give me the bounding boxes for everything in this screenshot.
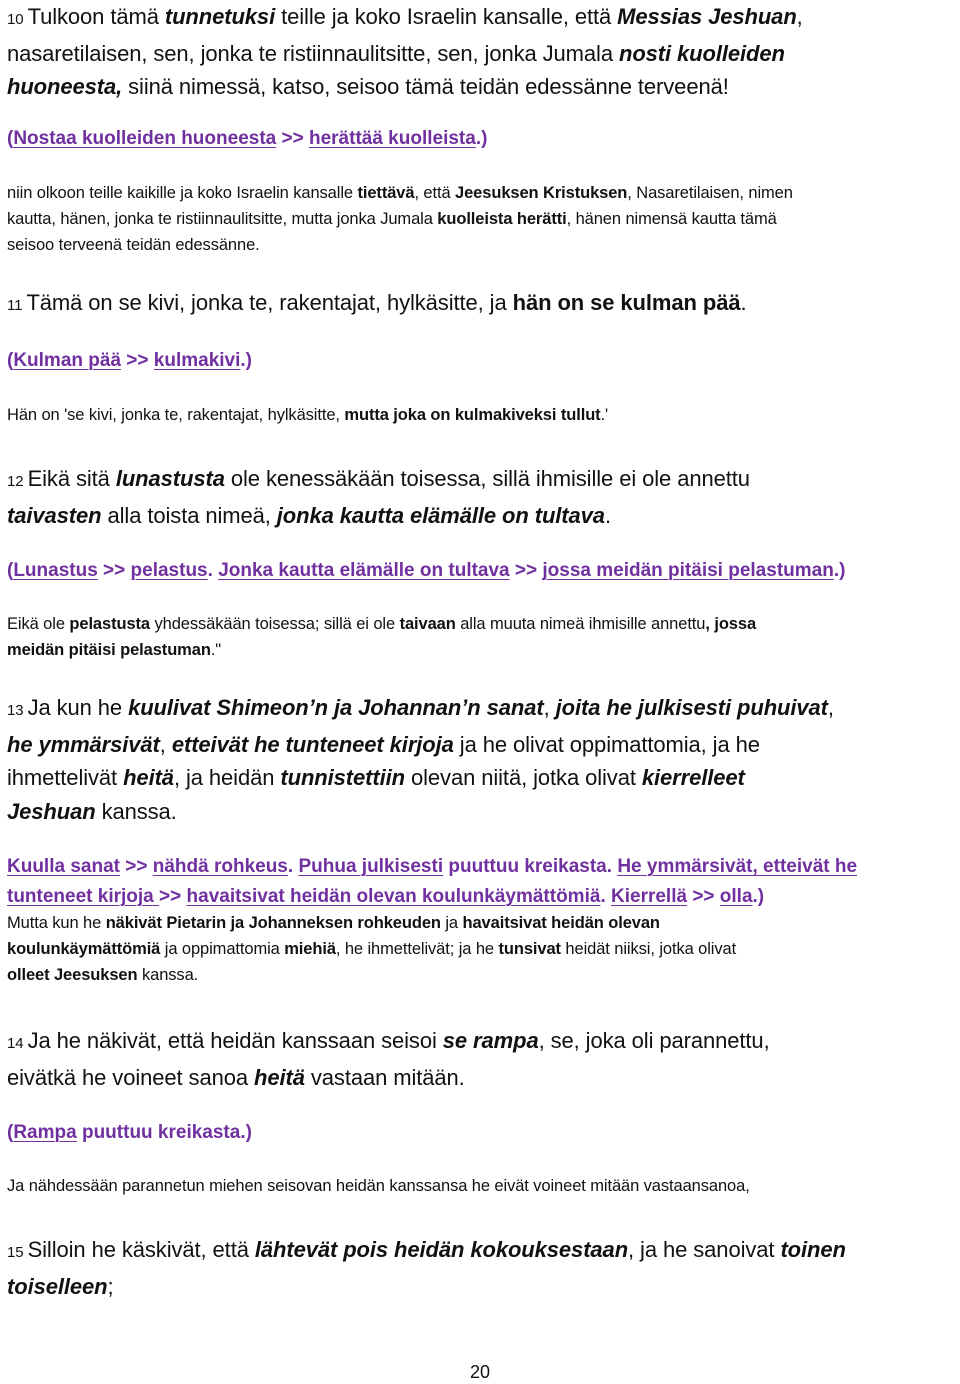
text-run: . [207,560,219,581]
text-run: yhdessäkään toisessa; sillä ei ole [150,615,400,633]
text-line [7,691,834,728]
text-run: alla muuta nimeä ihmisille annettu [455,615,706,633]
text-run: puuttuu kreikasta. [443,856,618,877]
text-run: miehiä [284,940,336,958]
text-run: ole kenessäkään toisessa, sillä ihmisille ei ole annettu [224,466,750,491]
text-line [7,611,756,637]
text-line [7,37,803,71]
text-run: siinä nimessä, katso, seisoo tämä teidän edessänne terveenä! [122,74,729,99]
text-run: kierrelleet [641,765,745,790]
text-run: lähtevät pois heidän kokouksestaan [254,1237,629,1262]
paraphrase-paragraph [7,1173,750,1199]
text-run: , että [414,184,456,202]
text-run: koulunkäymättömiä [7,940,161,958]
text-run: Tulkoon tämä [27,4,165,29]
text-run: .) [240,350,252,371]
text-run: >> [97,560,131,581]
text-line [7,462,750,499]
text-run: kulmakivi [153,350,241,371]
text-run: teille ja koko Israelin kansalle, että [275,4,618,29]
text-run: >> [509,560,543,581]
text-line [7,1270,846,1304]
text-run: se rampa [442,1028,539,1053]
text-run: heitä [123,765,174,790]
text-line [7,286,746,323]
text-run: ihmettelivät [7,765,124,790]
text-run: ja [440,914,463,932]
text-run: seisoo terveenä teidän edessänne. [7,236,260,254]
text-run: tunteneet kirjoja [7,886,160,907]
text-run: , ja heidän [173,765,281,790]
text-run: .' [600,406,609,424]
verse-number: 15 [7,1244,28,1261]
text-line [7,0,803,37]
text-run: lunastusta [115,466,225,491]
text-run: Rampa [13,1122,77,1143]
text-run: . [600,886,611,907]
text-run: Messias Jeshuan [617,4,797,29]
text-line [7,637,756,663]
text-run: taivasten [7,502,102,528]
verse-paragraph [7,691,834,828]
text-run: herättää kuolleista [308,128,476,149]
text-run: olleet Jeesuksen [7,966,138,984]
page-number: 20 [469,1362,491,1382]
text-run: eivätkä he voineet sanoa [7,1064,255,1090]
text-run: >> [121,350,154,371]
text-line [7,761,834,795]
text-run: ( [7,350,14,371]
text-line [7,556,845,586]
text-run: >> [119,856,153,877]
text-run: , [796,4,803,29]
translation-note [7,1118,252,1148]
translation-note [7,556,845,586]
text-run: , se, joka oli parannettu, [538,1028,770,1053]
text-run: . [287,856,299,877]
text-line [7,232,793,258]
verse-paragraph [7,286,746,323]
text-run: , [827,695,834,720]
text-run: , Nasaretilaisen, nimen [627,184,793,202]
text-run: kuulivat Shimeon’n ja Johannan’n sanat [128,695,544,720]
text-run: kanssa. [137,966,199,984]
text-run: Tämä on se kivi, jonka te, rakentajat, hylkäsitte, ja [26,290,513,315]
verse-number: 13 [7,702,28,719]
text-run: tiettävä [357,184,415,202]
text-run: .) [833,560,846,581]
text-run: ( [7,1122,14,1143]
verse-paragraph [7,462,750,532]
text-run: heitä [254,1064,305,1090]
text-run: Hän on 'se kivi, jonka te, rakentajat, hylkäsitte, [7,406,345,424]
text-run: olla [719,886,753,907]
translation-note [7,124,487,154]
text-run: näkivät Pietarin ja Johanneksen rohkeuden [105,914,441,932]
text-run: etteivät he tunteneet kirjoja [171,731,454,757]
text-run: , jossa [705,615,757,633]
text-line [7,1024,770,1061]
text-run: , hänen nimensä kautta tämä [566,210,777,228]
text-line [7,206,793,232]
text-run: . [740,290,747,315]
text-run: tunnetuksi [164,4,276,29]
text-run: Jonka kautta elämälle on tultava [218,560,510,581]
text-run: pelastus [130,560,208,581]
text-run: kuolleista herätti [437,210,567,228]
text-run: He ymmärsivät, etteivät he [617,856,858,877]
text-run: Jeesuksen Kristuksen [455,184,628,202]
text-run: >> [276,128,309,149]
text-line [7,936,736,962]
text-run: Ja nähdessään parannetun miehen seisovan heidän kanssansa he eivät voineet mitään vastaansanoa, [7,1177,750,1195]
text-run: pelastusta [69,615,151,633]
text-run: tunnistettiin [280,765,405,790]
text-run: jossa meidän pitäisi pelastuman [542,560,834,581]
text-run: nosti kuolleiden [618,40,785,66]
text-run: ( [7,560,14,581]
text-run: vastaan mitään. [304,1064,465,1090]
text-run: kautta, hänen, jonka te ristiinnaulitsitte, mutta jonka Jumala [7,210,438,228]
text-run: ; [107,1273,114,1299]
text-run: puuttuu kreikasta.) [76,1122,252,1143]
verse-number: 10 [7,11,28,28]
text-run: nasaretilaisen, sen, jonka te ristiinnaulitsitte, sen, jonka Jumala [7,40,619,66]
text-line [7,1173,750,1199]
text-run: Puhua julkisesti [298,856,444,877]
text-run: havaitsivat heidän olevan koulunkäymättömiä [186,886,601,907]
text-run: toinen [780,1237,846,1262]
text-run: taivaan [399,615,456,633]
text-line [7,795,834,829]
text-run: . [604,502,611,528]
text-run: , he ihmettelivät; ja he [335,940,499,958]
text-run: >> [159,886,187,907]
text-run: Eikä sitä [27,466,116,491]
text-run: .) [752,886,765,907]
text-run: tunsivat [498,940,561,958]
text-run: alla toista nimeä, [101,502,277,528]
text-run: mutta joka on kulmakiveksi tullut [344,406,601,424]
translation-note [7,852,857,912]
text-run: ja oppimattomia [160,940,285,958]
text-run: heidät niiksi, jotka olivat [560,940,737,958]
paraphrase-paragraph [7,910,736,988]
paraphrase-paragraph [7,180,793,258]
verse-number: 11 [7,297,27,314]
text-run: havaitsivat heidän olevan [462,914,660,932]
text-run: .) [475,128,488,149]
text-run: he ymmärsivät [7,731,160,757]
paraphrase-paragraph [7,402,608,428]
verse-paragraph [7,1233,846,1303]
text-run: Kulman pää [13,350,122,371]
text-run: Nostaa kuolleiden huoneesta [13,128,277,149]
text-run: meidän pitäisi pelastuman [7,641,211,659]
text-line [7,402,608,428]
text-line [7,180,793,206]
text-run: nähdä rohkeus [152,856,288,877]
text-run: niin olkoon teille kaikille ja koko Israelin kansalle [7,184,358,202]
text-line [7,852,857,882]
text-run: Silloin he käskivät, että [27,1237,255,1262]
text-line [7,910,736,936]
text-run: Mutta kun he [7,914,106,932]
text-run: , ja he sanoivat [628,1237,781,1262]
text-run: >> [687,886,720,907]
verse-number: 14 [7,1035,28,1052]
text-run: Ja kun he [27,695,129,720]
text-line [7,962,736,988]
text-line [7,1061,770,1095]
text-run: Kuulla sanat [7,856,120,877]
text-run: jonka kautta elämälle on tultava [276,502,605,528]
text-run: hän on se kulman pää [512,290,741,315]
text-line [7,124,487,154]
text-run: Kierrellä [611,886,688,907]
text-run: Ja he näkivät, että heidän kanssaan seisoi [27,1028,443,1053]
text-run: olevan niitä, jotka olivat [404,765,642,790]
text-run: , [159,731,172,757]
text-run: ja he olivat oppimattomia, ja he [453,731,760,757]
text-run: joita he julkisesti puhuivat [555,695,828,720]
text-run: , [543,695,556,720]
text-run: Lunastus [13,560,98,581]
text-line [7,728,834,762]
translation-note [7,346,252,376]
text-run: Jeshuan [7,798,96,824]
text-line [7,499,750,533]
text-line [7,70,803,104]
text-run: huoneesta, [7,74,123,99]
text-line [7,1233,846,1270]
text-run: ." [210,641,222,659]
verse-number: 12 [7,473,28,490]
text-line [7,882,857,912]
verse-paragraph [7,1024,770,1094]
text-line [7,346,252,376]
text-run: Eikä ole [7,615,70,633]
text-run: ( [7,128,14,149]
text-run: kanssa. [95,798,177,824]
text-line [7,1118,252,1148]
verse-paragraph [7,0,803,104]
text-run: toiselleen [7,1273,108,1299]
paraphrase-paragraph [7,611,756,663]
